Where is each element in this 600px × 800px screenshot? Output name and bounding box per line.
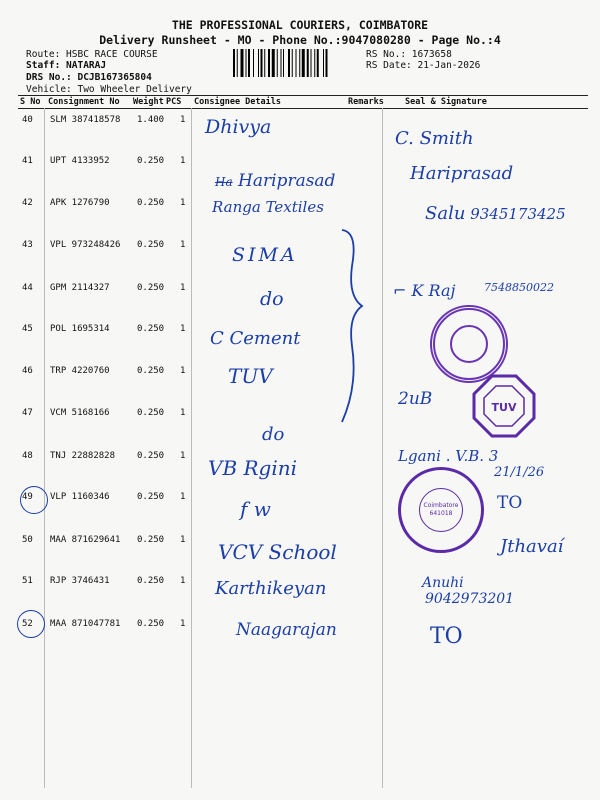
row-pcs: 1 (180, 115, 186, 125)
barcode-bar (233, 49, 235, 77)
row-pcs: 1 (180, 576, 186, 586)
col-header-weight: Weight (133, 97, 164, 107)
signature-date: 21/1/26 (494, 465, 545, 480)
rs-number: RS No.: 1673658 (366, 49, 452, 60)
brace-mark (338, 226, 368, 426)
col-header-consignment: Consignment No (48, 97, 120, 107)
barcode-bar (268, 49, 270, 77)
handwriting-consignee: SIMA (232, 244, 298, 266)
handwriting-consignee: VB Rgini (208, 456, 298, 480)
signature: Lgani . V.B. 3 (398, 447, 499, 465)
handwriting-consignee: TUV (228, 364, 273, 388)
col-header-pcs: PCS (166, 97, 182, 107)
barcode-bar (264, 49, 265, 77)
row-pcs: 1 (180, 366, 186, 376)
barcode-bar (307, 49, 309, 77)
barcode-bar (258, 49, 259, 77)
barcode-bar (326, 49, 328, 77)
row-pcs: 1 (180, 156, 186, 166)
row-weight: 0.250 (137, 576, 165, 586)
row-consignment-no: RJP 3746431 (50, 576, 110, 586)
row-consignment-no: MAA 871047781 (50, 619, 121, 629)
row-consignment-no: POL 1695314 (50, 324, 110, 334)
barcode (233, 49, 361, 77)
company-seal-stamp (430, 305, 508, 383)
handwriting-consignee: f w (240, 497, 271, 521)
route-label: Route: HSBC RACE COURSE (26, 49, 158, 60)
barcode-bar (302, 49, 305, 77)
col-header-seal: Seal & Signature (405, 97, 487, 107)
row-pcs: 1 (180, 451, 186, 461)
signature: C. Smith (395, 128, 474, 149)
handwriting-consignee: Ranga Textiles (212, 198, 324, 216)
row-weight: 0.250 (137, 324, 165, 334)
phone-number-handwritten: 7548850022 (484, 281, 554, 294)
row-sno: 52 (22, 619, 33, 629)
row-sno: 47 (22, 408, 33, 418)
barcode-bar (261, 49, 263, 77)
handwriting-consignee: VCV School (218, 540, 337, 564)
phone-number-handwritten: 9042973201 (425, 591, 515, 607)
row-consignment-no: UPT 4133952 (50, 156, 110, 166)
row-consignment-no: SLM 387418578 (50, 115, 121, 125)
row-weight: 0.250 (137, 366, 165, 376)
row-pcs: 1 (180, 240, 186, 250)
drs-number: DRS No.: DCJB167365804 (26, 72, 152, 83)
row-weight: 0.250 (137, 408, 165, 418)
school-seal-stamp (398, 467, 484, 553)
signature: Anuhi (422, 575, 464, 591)
barcode-bar (323, 49, 324, 77)
row-weight: 0.250 (137, 619, 165, 629)
row-pcs: 1 (180, 283, 186, 293)
handwriting-consignee: do (262, 424, 285, 445)
handwriting-consignee: C Cement (210, 328, 301, 349)
row-pcs: 1 (180, 619, 186, 629)
row-consignment-no: VLP 1160346 (50, 492, 110, 502)
col-header-remarks: Remarks (348, 97, 384, 107)
row-pcs: 1 (180, 492, 186, 502)
handwriting-consignee: Naagarajan (236, 620, 337, 640)
row-consignment-no: VPL 973248426 (50, 240, 121, 250)
barcode-bar (248, 49, 250, 77)
row-weight: 0.250 (137, 492, 165, 502)
barcode-bar (246, 49, 247, 77)
header-bottom-rule (18, 108, 588, 109)
school-seal-center: Coimbatore 641018 (419, 488, 463, 532)
column-divider (382, 108, 383, 788)
barcode-bar (283, 49, 284, 77)
row-sno: 50 (22, 535, 33, 545)
row-sno: 51 (22, 576, 33, 586)
rs-date: RS Date: 21-Jan-2026 (366, 60, 481, 71)
row-weight: 0.250 (137, 451, 165, 461)
barcode-bar (237, 49, 238, 77)
row-sno: 49 (22, 492, 33, 502)
row-consignment-no: MAA 871629641 (50, 535, 121, 545)
svg-text:TUV: TUV (491, 401, 517, 414)
staff-label: Staff: NATARAJ (26, 60, 107, 71)
barcode-bar (311, 49, 312, 77)
barcode-bar (292, 49, 293, 77)
row-sno: 41 (22, 156, 33, 166)
row-sno: 40 (22, 115, 33, 125)
row-pcs: 1 (180, 198, 186, 208)
row-weight: 0.250 (137, 283, 165, 293)
barcode-bar (281, 49, 282, 77)
row-sno: 43 (22, 240, 33, 250)
handwriting-consignee: do (260, 288, 284, 310)
row-weight: 0.250 (137, 198, 165, 208)
circled-row-mark (20, 486, 48, 514)
signature: 2uB (398, 389, 433, 409)
row-weight: 0.250 (137, 240, 165, 250)
signature: Jthavaí (500, 536, 564, 557)
column-divider (44, 108, 45, 788)
barcode-bar (314, 49, 315, 77)
signature: Salu 9345173425 (425, 203, 566, 224)
row-consignment-no: TNJ 22882828 (50, 451, 116, 461)
row-sno: 46 (22, 366, 33, 376)
document-subtitle: Delivery Runsheet - MO - Phone No.:9047080280 - Page No.:4 (99, 33, 501, 47)
circled-row-mark (17, 610, 45, 638)
signature: TO (430, 624, 463, 649)
row-sno: 48 (22, 451, 33, 461)
barcode-bar (288, 49, 290, 77)
header-top-rule (18, 95, 588, 96)
tuv-seal-stamp (472, 374, 536, 438)
row-pcs: 1 (180, 535, 186, 545)
barcode-bar (253, 49, 254, 77)
barcode-bar (241, 49, 244, 77)
row-consignment-no: GPM 2114327 (50, 283, 110, 293)
handwriting-consignee: Ha Hariprasad (215, 171, 336, 191)
row-sno: 44 (22, 283, 33, 293)
row-sno: 42 (22, 198, 33, 208)
row-pcs: 1 (180, 408, 186, 418)
row-consignment-no: VCM 5168166 (50, 408, 110, 418)
barcode-bar (317, 49, 319, 77)
col-header-sno: S No (20, 97, 41, 107)
row-consignment-no: TRP 4220760 (50, 366, 110, 376)
column-divider (191, 108, 192, 788)
col-header-consignee: Consignee Details (194, 97, 281, 107)
vehicle-label: Vehicle: Two Wheeler Delivery (26, 84, 192, 95)
handwriting-consignee: Karthikeyan (215, 578, 327, 599)
barcode-bar (296, 49, 297, 77)
barcode-bar (299, 49, 300, 77)
signature: Hariprasad (410, 163, 514, 184)
handwriting-consignee: Dhivya (205, 116, 272, 138)
signature: TO (497, 493, 523, 513)
row-consignment-no: APK 1276790 (50, 198, 110, 208)
barcode-bar (272, 49, 275, 77)
document-title: THE PROFESSIONAL COURIERS, COIMBATORE (171, 18, 429, 32)
row-weight: 0.250 (137, 156, 165, 166)
row-sno: 45 (22, 324, 33, 334)
row-pcs: 1 (180, 324, 186, 334)
row-weight: 0.250 (137, 535, 165, 545)
signature: ⌐ K Raj (393, 281, 456, 300)
row-weight: 1.400 (137, 115, 165, 125)
barcode-bar (277, 49, 278, 77)
